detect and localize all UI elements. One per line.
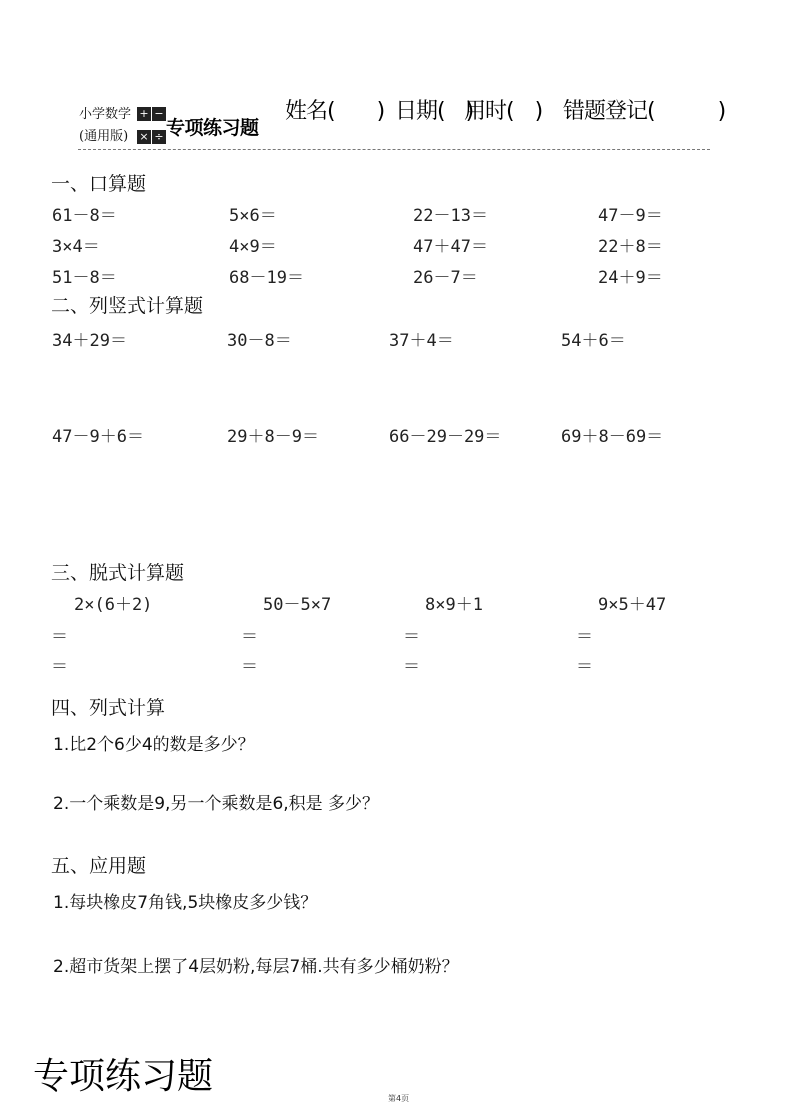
problem: 26－7＝ [413,268,478,288]
problem: 30－8＝ [227,331,292,351]
problem: 54＋6＝ [561,331,626,351]
word-question: 2.超市货架上摆了4层奶粉,每层7桶.共有多少桶奶粉？ [53,957,459,977]
error-log-field: 错题登记( ) [563,99,726,124]
header-divider [78,149,710,150]
brand-subject: 小学数学 [79,107,132,122]
problem: 22－13＝ [413,206,488,226]
problem: 8×9＋1 [425,595,483,615]
time-field: 用时( ) [464,99,543,124]
equals-sign: ＝ [241,627,258,647]
problem: 50－5×7 [263,595,332,615]
page-number: 第4页 [388,1094,410,1103]
section-title-applied: 五、应用题 [51,855,147,877]
problem: 51－8＝ [52,268,117,288]
word-question: 2.一个乘数是9,另一个乘数是6,积是 多少？ [53,794,380,814]
problem: 47－9＝ [598,206,663,226]
times-icon: × [137,130,151,144]
minus-icon: − [152,107,166,121]
date-field: 日期( ) [395,99,474,124]
problem: 34＋29＝ [52,331,127,351]
problem: 61－8＝ [52,206,117,226]
problem: 4×9＝ [229,237,277,257]
problem: 22＋8＝ [598,237,663,257]
section-title-oral: 一、口算题 [51,173,147,195]
brand-title: 专项练习题 [166,117,259,139]
brand-edition: (通用版) [79,129,129,144]
problem: 29＋8－9＝ [227,427,319,447]
word-question: 1.比2个6少4的数是多少？ [53,735,255,755]
section-title-vertical: 二、列竖式计算题 [51,295,204,317]
problem: 3×4＝ [52,237,100,257]
problem: 24＋9＝ [598,268,663,288]
problem: 9×5＋47 [598,595,667,615]
problem: 5×6＝ [229,206,277,226]
section-title-expression: 四、列式计算 [51,697,166,719]
equals-sign: ＝ [576,627,593,647]
problem: 2×(6＋2) [74,595,153,615]
divide-icon: ÷ [152,130,166,144]
problem: 47－9＋6＝ [52,427,144,447]
footer-title: 专项练习题 [33,1056,214,1097]
name-field: 姓名( ) [285,99,385,124]
equals-sign: ＝ [51,627,68,647]
plus-icon: + [137,107,151,121]
problem: 69＋8－69＝ [561,427,664,447]
problem: 68－19＝ [229,268,304,288]
word-question: 1.每块橡皮7角钱,5块橡皮多少钱？ [53,893,318,913]
equals-sign: ＝ [576,657,593,677]
equals-sign: ＝ [403,657,420,677]
equals-sign: ＝ [241,657,258,677]
problem: 47＋47＝ [413,237,488,257]
section-title-stepwise: 三、脱式计算题 [51,562,185,584]
problem: 37＋4＝ [389,331,454,351]
equals-sign: ＝ [403,627,420,647]
equals-sign: ＝ [51,657,68,677]
problem: 66－29－29＝ [389,427,502,447]
